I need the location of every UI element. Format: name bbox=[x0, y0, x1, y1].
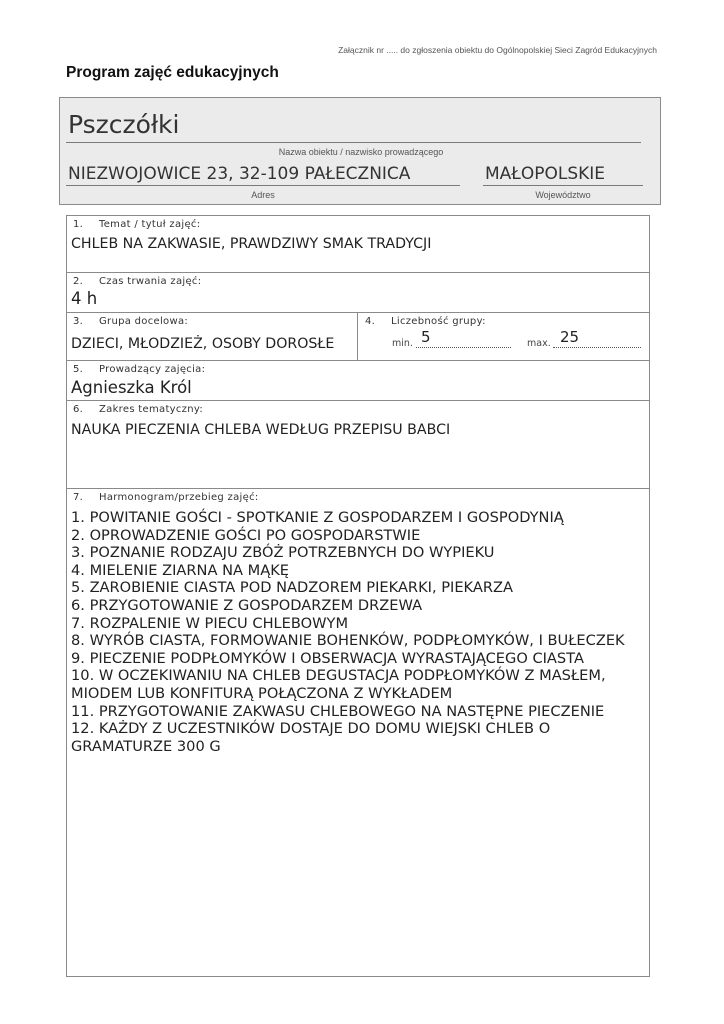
topic-number: 1. bbox=[73, 219, 84, 230]
scope-value: NAUKA PIECZENIA CHLEBA WEDŁUG PRZEPISU BABCI bbox=[71, 422, 451, 438]
address-value: NIEZWOJOWICE 23, 32-109 PAŁECZNICA bbox=[68, 164, 411, 184]
scope-label bbox=[73, 404, 203, 415]
leader-row bbox=[67, 361, 649, 401]
object-name-underline bbox=[66, 142, 641, 143]
leader-label-text: Prowadzący zajęcia: bbox=[99, 364, 206, 375]
scope-label-text: Zakres tematyczny: bbox=[99, 404, 204, 415]
group-size-label bbox=[365, 316, 486, 327]
duration-row bbox=[67, 273, 649, 313]
schedule-number: 7. bbox=[73, 492, 84, 503]
schedule-label bbox=[73, 492, 259, 503]
schedule-label-text: Harmonogram/przebieg zajęć: bbox=[99, 492, 259, 503]
object-header-box bbox=[59, 97, 661, 205]
voivodeship-underline bbox=[483, 185, 643, 186]
topic-label bbox=[73, 219, 200, 230]
list-item: GRAMATURZE 300 G bbox=[71, 737, 221, 755]
list-item: 1. POWITANIE GOŚCI - SPOTKANIE Z GOSPODARZEM I GOSPODYNIĄ bbox=[71, 509, 564, 526]
target-group-row bbox=[67, 313, 649, 361]
leader-number: 5. bbox=[73, 364, 84, 375]
list-item: 10. W OCZEKIWANIU NA CHLEB DEGUSTACJA PODPŁOMYKÓW Z MASŁEM, bbox=[71, 667, 606, 685]
min-value: 5 bbox=[421, 328, 431, 346]
list-item: MIODEM LUB KONFITURĄ POŁĄCZONA Z WYKŁADEM bbox=[71, 684, 453, 702]
address-caption: Adres bbox=[251, 190, 275, 200]
schedule-row bbox=[67, 489, 649, 976]
min-label: min. bbox=[392, 338, 413, 349]
duration-value: 4 h bbox=[71, 289, 98, 308]
cell-divider bbox=[357, 313, 358, 360]
list-item: 6. PRZYGOTOWANIE Z GOSPODARZEM DRZEWA bbox=[71, 596, 423, 614]
leader-value: Agnieszka Król bbox=[71, 378, 192, 397]
list-item: 8. WYRÓB CIASTA, FORMOWANIE BOHENKÓW, PODPŁOMYKÓW, I BUŁECZEK bbox=[71, 632, 625, 650]
topic-row bbox=[67, 216, 649, 273]
list-item: 2. OPROWADZENIE GOŚCI PO GOSPODARSTWIE bbox=[71, 526, 421, 544]
object-name-caption: Nazwa obiektu / nazwisko prowadzącego bbox=[278, 147, 444, 157]
list-item: 3. POZNANIE RODZAJU ZBÓŻ POTRZEBNYCH DO WYPIEKU bbox=[71, 544, 495, 562]
address-underline bbox=[66, 185, 460, 186]
list-item: 12. KAŻDY Z UCZESTNIKÓW DOSTAJE DO DOMU WIEJSKI CHLEB O bbox=[71, 720, 551, 738]
list-item: 9. PIECZENIE PODPŁOMYKÓW I OBSERWACJA WYRASTAJĄCEGO CIASTA bbox=[71, 649, 584, 667]
duration-label-text: Czas trwania zajęć: bbox=[99, 276, 202, 287]
schedule-list bbox=[71, 509, 625, 755]
target-label-text: Grupa docelowa: bbox=[99, 316, 189, 327]
leader-label bbox=[73, 364, 205, 375]
program-form bbox=[66, 215, 650, 977]
max-value: 25 bbox=[560, 328, 580, 346]
page-title: Program zajęć edukacyjnych bbox=[66, 64, 279, 81]
list-item: 5. ZAROBIENIE CIASTA POD NADZOREM PIEKARKI, PIEKARZA bbox=[71, 579, 513, 597]
list-item: 11. PRZYGOTOWANIE ZAKWASU CHLEBOWEGO NA NASTĘPNE PIECZENIE bbox=[71, 702, 605, 720]
group-size-label-text: Liczebność grupy: bbox=[391, 316, 486, 327]
scope-row bbox=[67, 401, 649, 489]
list-item: 4. MIELENIE ZIARNA NA MĄKĘ bbox=[71, 561, 289, 579]
target-label bbox=[73, 316, 188, 327]
topic-label-text: Temat / tytuł zajęć: bbox=[99, 219, 201, 230]
topic-value: CHLEB NA ZAKWASIE, PRAWDZIWY SMAK TRADYCJI bbox=[71, 236, 432, 252]
group-size-number: 4. bbox=[365, 316, 376, 327]
target-number: 3. bbox=[73, 316, 84, 327]
target-value: DZIECI, MŁODZIEŻ, OSOBY DOROSŁE bbox=[71, 336, 335, 352]
list-item: 7. ROZPALENIE W PIECU CHLEBOWYM bbox=[71, 614, 349, 632]
min-dotted-line bbox=[416, 347, 511, 348]
max-label: max. bbox=[527, 338, 551, 349]
max-dotted-line bbox=[553, 347, 641, 348]
annex-note: Załącznik nr ..... do zgłoszenia obiektu do Ogólnopolskiej Sieci Zagród Edukacyjnych bbox=[338, 45, 657, 55]
duration-number: 2. bbox=[73, 276, 84, 287]
scope-number: 6. bbox=[73, 404, 84, 415]
duration-label bbox=[73, 276, 201, 287]
object-name: Pszczółki bbox=[68, 110, 180, 139]
voivodeship-caption: Województwo bbox=[535, 190, 591, 200]
voivodeship-value: MAŁOPOLSKIE bbox=[485, 164, 606, 184]
